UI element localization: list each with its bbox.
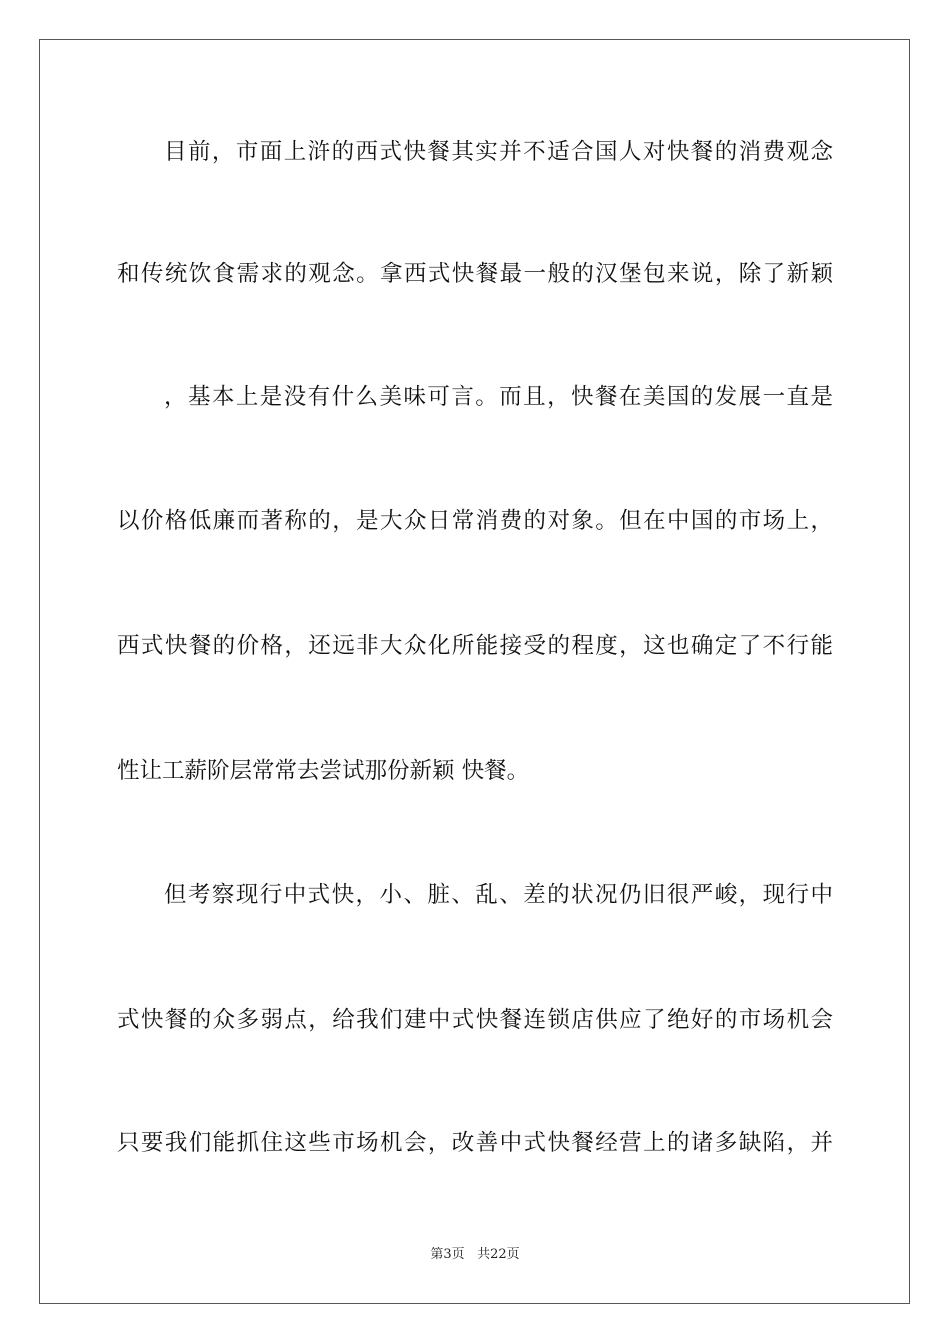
page-number: 第3页 <box>430 1247 465 1262</box>
text-line: 目前，市面上浒的西式快餐其实并不适合国人对快餐的消费观念 <box>164 139 833 165</box>
text-line: 但考察现行中式快，小、脏、乱、差的状况仍旧很严峻，现行中 <box>164 882 833 908</box>
page-border <box>39 39 910 1304</box>
text-line: 以价格低廉而著称的，是大众日常消费的对象。但在中国的市场上， <box>117 508 833 534</box>
text-line: ，基本上是没有什么美味可言。而且，快餐在美国的发展一直是 <box>164 384 833 410</box>
text-line: 和传统饮食需求的观念。拿西式快餐最一般的汉堡包来说，除了新颖 <box>117 261 833 287</box>
text-line: 西式快餐的价格，还远非大众化所能接受的程度，这也确定了不行能 <box>117 633 833 659</box>
text-line: 性让工薪阶层常常去尝试那份新颖 快餐。 <box>117 758 530 784</box>
page-footer <box>0 1246 950 1264</box>
text-line: 只要我们能抓住这些市场机会，改善中式快餐经营上的诸多缺陷，并 <box>117 1130 833 1156</box>
page-total: 共22页 <box>477 1247 520 1262</box>
text-line: 式快餐的众多弱点，给我们建中式快餐连锁店供应了绝好的市场机会 <box>117 1007 833 1033</box>
